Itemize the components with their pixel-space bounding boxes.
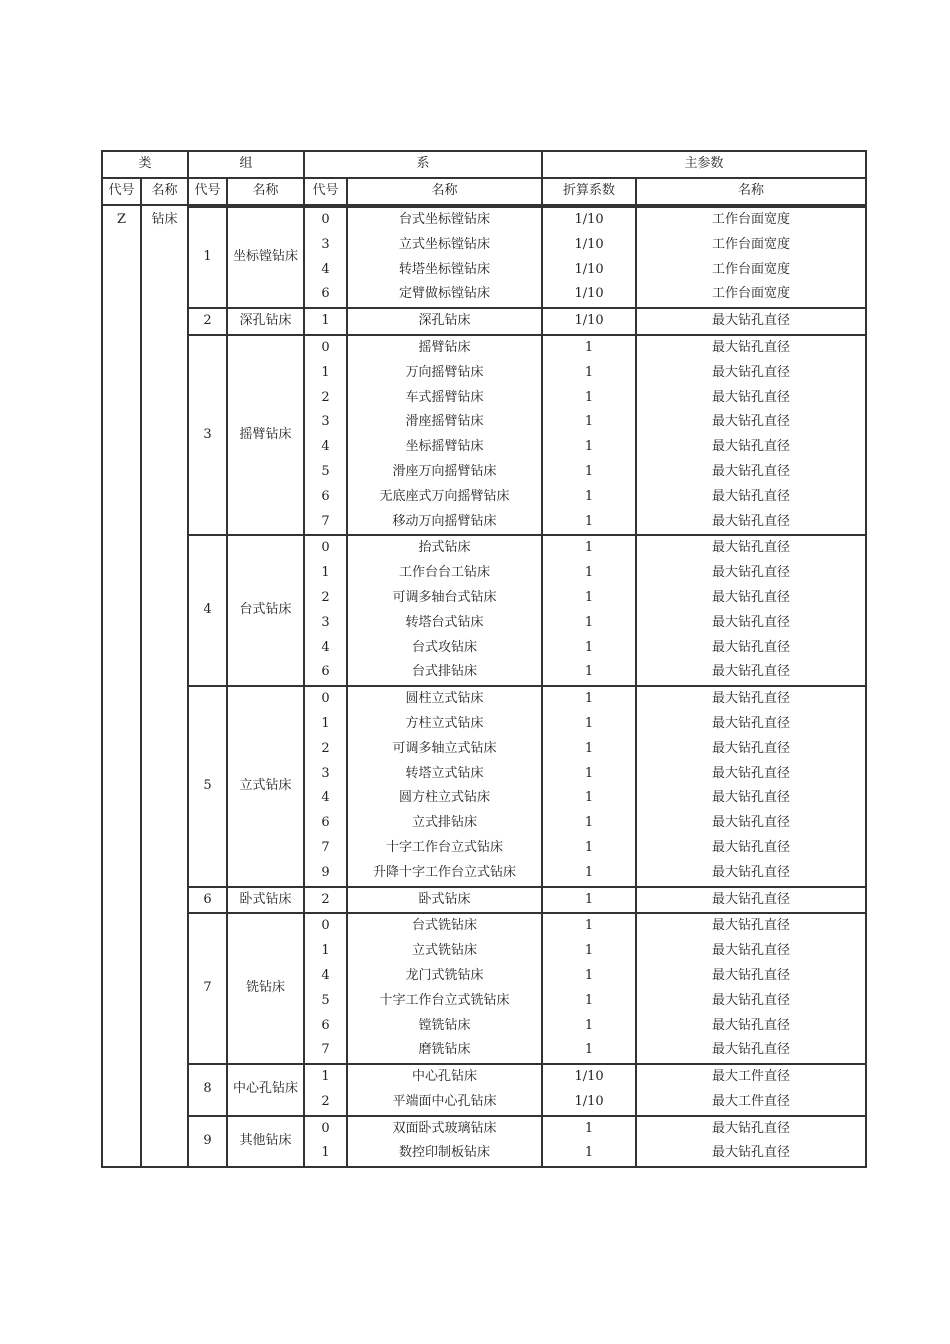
group-name: 深孔钻床 [228, 307, 305, 334]
series-name: 立式排钻床 [412, 815, 478, 831]
series-name: 立式铣钻床 [412, 943, 478, 959]
series-coef-list [543, 1115, 637, 1167]
series-param: 最大钻孔直径 [712, 815, 791, 831]
series-code: 0 [321, 540, 330, 556]
series-code: 6 [321, 815, 330, 831]
series-param: 最大钻孔直径 [712, 765, 791, 781]
series-name: 转塔坐标镗钻床 [399, 261, 491, 277]
series-param: 最大钻孔直径 [712, 790, 791, 806]
series-coef: 1 [584, 891, 594, 907]
series-coef: 1/10 [574, 236, 604, 252]
series-name: 双面卧式玻璃钻床 [392, 1120, 497, 1136]
series-param: 工作台面宽度 [712, 212, 791, 227]
series-name: 无底座式万向摇臂钻床 [379, 488, 510, 504]
series-coef: 1 [584, 715, 594, 731]
series-coef: 1 [584, 790, 594, 806]
series-coef: 1 [584, 488, 594, 504]
series-name: 台式坐标镗钻床 [399, 212, 491, 227]
series-param: 最大钻孔直径 [712, 439, 791, 455]
series-name: 可调多轴台式钻床 [392, 589, 497, 605]
series-name: 可调多轴立式钻床 [392, 740, 497, 756]
series-name: 卧式钻床 [418, 891, 471, 907]
series-coef: 1 [584, 1120, 594, 1136]
series-name: 十字工作台立式铣钻床 [379, 992, 510, 1008]
header-xi-code: 代号 [305, 179, 348, 206]
series-name: 台式排钻床 [412, 664, 478, 680]
group-code: 3 [189, 334, 228, 534]
series-name-list [348, 206, 543, 307]
machine-classification-table-wrapper [101, 150, 863, 1168]
series-name: 数控印制板钻床 [399, 1145, 491, 1161]
series-coef: 1/10 [574, 212, 604, 227]
series-param: 最大钻孔直径 [712, 1145, 791, 1161]
group-code: 5 [189, 685, 228, 885]
series-coef: 1/10 [574, 286, 604, 302]
series-param: 最大钻孔直径 [712, 740, 791, 756]
series-param: 最大钻孔直径 [712, 389, 791, 405]
series-code: 4 [321, 967, 330, 983]
series-coef: 1 [584, 765, 594, 781]
series-code: 7 [321, 513, 330, 529]
series-param: 最大钻孔直径 [712, 513, 791, 529]
series-code: 0 [321, 339, 330, 355]
group-name: 卧式钻床 [228, 886, 305, 913]
series-code: 0 [321, 1120, 330, 1136]
series-param: 最大钻孔直径 [712, 918, 791, 934]
series-coef: 1 [584, 943, 594, 959]
group-code: 2 [189, 307, 228, 334]
series-coef: 1 [584, 740, 594, 756]
group-name: 其他钻床 [228, 1115, 305, 1167]
series-name: 坐标摇臂钻床 [405, 439, 484, 455]
series-code: 3 [321, 236, 330, 252]
series-code: 6 [321, 1017, 330, 1033]
series-coef-list [543, 206, 637, 307]
series-code-list [305, 1063, 348, 1115]
series-coef: 1/10 [574, 1069, 604, 1085]
series-name-list [348, 685, 543, 885]
series-code-list [305, 886, 348, 913]
series-name: 台式铣钻床 [412, 918, 478, 934]
series-name-list [348, 334, 543, 534]
series-code-list [305, 334, 348, 534]
header-main-param: 主参数 [543, 152, 865, 179]
series-name: 工作台台工钻床 [399, 565, 491, 581]
series-coef-list [543, 307, 637, 334]
series-param-list [637, 1115, 865, 1167]
series-coef: 1 [584, 1145, 594, 1161]
series-param: 最大钻孔直径 [712, 864, 791, 880]
series-name: 抬式钻床 [418, 540, 471, 556]
series-name: 平端面中心孔钻床 [392, 1093, 497, 1109]
series-name: 滑座摇臂钻床 [405, 414, 484, 430]
header-lei-code: 代号 [103, 179, 142, 206]
series-code: 2 [321, 389, 330, 405]
series-name: 十字工作台立式钻床 [386, 839, 504, 855]
series-coef: 1 [584, 339, 594, 355]
group-code: 8 [189, 1063, 228, 1115]
series-param: 最大钻孔直径 [712, 1120, 791, 1136]
series-param: 最大工件直径 [712, 1069, 791, 1085]
series-param-list [637, 334, 865, 534]
group-name: 台式钻床 [228, 534, 305, 685]
series-coef: 1 [584, 839, 594, 855]
series-param: 最大钻孔直径 [712, 839, 791, 855]
category-name: 钻床 [142, 206, 189, 1166]
header-lei-name: 名称 [142, 179, 189, 206]
series-param-list [637, 685, 865, 885]
series-code: 0 [321, 691, 330, 707]
series-code: 1 [321, 313, 330, 329]
series-coef: 1/10 [574, 1093, 604, 1109]
table-row [103, 912, 865, 1063]
series-param-list [637, 912, 865, 1063]
series-code: 2 [321, 589, 330, 605]
table-row [103, 1115, 865, 1167]
series-code: 6 [321, 664, 330, 680]
series-code: 9 [321, 864, 330, 880]
series-param-list [637, 886, 865, 913]
table-row [103, 334, 865, 534]
series-param: 最大钻孔直径 [712, 488, 791, 504]
series-name: 中心孔钻床 [412, 1069, 478, 1085]
series-name: 龙门式铣钻床 [405, 967, 484, 983]
group-code: 6 [189, 886, 228, 913]
series-code-list [305, 307, 348, 334]
series-coef: 1 [584, 864, 594, 880]
series-coef: 1 [584, 918, 594, 934]
series-param: 工作台面宽度 [712, 261, 791, 277]
table-row [103, 886, 865, 913]
series-name: 万向摇臂钻床 [405, 364, 484, 380]
series-param: 最大钻孔直径 [712, 614, 791, 630]
table-row [103, 685, 865, 885]
series-coef: 1 [584, 664, 594, 680]
table-row [103, 307, 865, 334]
series-name-list [348, 307, 543, 334]
series-code-list [305, 1115, 348, 1167]
series-param: 最大钻孔直径 [712, 992, 791, 1008]
series-param-list [637, 1063, 865, 1115]
series-coef: 1 [584, 589, 594, 605]
series-coef-list [543, 334, 637, 534]
series-code: 3 [321, 414, 330, 430]
series-code: 6 [321, 488, 330, 504]
series-code: 1 [321, 565, 330, 581]
series-coef: 1 [584, 414, 594, 430]
series-param: 最大钻孔直径 [712, 715, 791, 731]
header-xi-name: 名称 [348, 179, 543, 206]
series-coef: 1/10 [574, 261, 604, 277]
series-param: 工作台面宽度 [712, 286, 791, 302]
table-row [103, 534, 865, 685]
machine-classification-table [101, 150, 867, 1168]
series-param-list [637, 534, 865, 685]
series-name-list [348, 1063, 543, 1115]
series-code: 4 [321, 639, 330, 655]
series-code: 4 [321, 261, 330, 277]
header-lei: 类 [103, 152, 189, 179]
series-name-list [348, 1115, 543, 1167]
series-code: 3 [321, 614, 330, 630]
series-name: 台式攻钻床 [412, 639, 478, 655]
group-name: 铣钻床 [228, 912, 305, 1063]
series-name: 定臂做标镗钻床 [399, 286, 491, 302]
series-code: 5 [321, 992, 330, 1008]
series-param: 最大钻孔直径 [712, 589, 791, 605]
series-coef: 1 [584, 815, 594, 831]
series-name: 磨铣钻床 [418, 1042, 471, 1058]
series-param: 工作台面宽度 [712, 236, 791, 252]
series-code-list [305, 912, 348, 1063]
series-param: 最大钻孔直径 [712, 463, 791, 479]
series-coef: 1 [584, 364, 594, 380]
series-param: 最大钻孔直径 [712, 364, 791, 380]
series-param: 最大钻孔直径 [712, 414, 791, 430]
series-param: 最大钻孔直径 [712, 313, 791, 329]
series-code: 0 [321, 918, 330, 934]
series-name: 圆方柱立式钻床 [399, 790, 491, 806]
series-name-list [348, 534, 543, 685]
group-code: 1 [189, 206, 228, 307]
series-param: 最大钻孔直径 [712, 339, 791, 355]
series-code-list [305, 534, 348, 685]
series-coef-list [543, 912, 637, 1063]
series-coef: 1 [584, 614, 594, 630]
series-coef: 1 [584, 439, 594, 455]
header-coef: 折算系数 [543, 179, 637, 206]
series-code: 1 [321, 943, 330, 959]
series-coef-list [543, 685, 637, 885]
series-code: 0 [321, 212, 330, 227]
series-code: 7 [321, 839, 330, 855]
series-coef: 1/10 [574, 313, 604, 329]
series-code: 7 [321, 1042, 330, 1058]
series-coef-list [543, 534, 637, 685]
series-code-list [305, 206, 348, 307]
series-param: 最大钻孔直径 [712, 540, 791, 556]
series-coef: 1 [584, 463, 594, 479]
series-param: 最大钻孔直径 [712, 691, 791, 707]
series-coef-list [543, 886, 637, 913]
series-code: 1 [321, 364, 330, 380]
series-code: 6 [321, 286, 330, 302]
table-row [103, 1063, 865, 1115]
group-name: 中心孔钻床 [228, 1063, 305, 1115]
series-name: 转塔台式钻床 [405, 614, 484, 630]
series-param-list [637, 206, 865, 307]
series-coef: 1 [584, 565, 594, 581]
series-code: 1 [321, 1069, 330, 1085]
series-name: 深孔钻床 [418, 313, 471, 329]
series-coef: 1 [584, 967, 594, 983]
table-row [103, 206, 865, 307]
group-name: 坐标镗钻床 [228, 206, 305, 307]
series-name: 立式坐标镗钻床 [399, 236, 491, 252]
series-code: 5 [321, 463, 330, 479]
series-name: 镗铣钻床 [418, 1017, 471, 1033]
series-coef: 1 [584, 1017, 594, 1033]
series-code-list [305, 685, 348, 885]
header-zu-code: 代号 [189, 179, 228, 206]
series-name: 升降十字工作台立式钻床 [373, 864, 517, 880]
series-code: 2 [321, 740, 330, 756]
series-name: 车式摇臂钻床 [405, 389, 484, 405]
header-param-name: 名称 [637, 179, 865, 206]
group-code: 4 [189, 534, 228, 685]
series-code: 3 [321, 765, 330, 781]
series-coef: 1 [584, 691, 594, 707]
series-coef: 1 [584, 513, 594, 529]
series-coef: 1 [584, 389, 594, 405]
series-coef: 1 [584, 639, 594, 655]
series-name-list [348, 886, 543, 913]
series-param: 最大钻孔直径 [712, 1042, 791, 1058]
series-name: 圆柱立式钻床 [405, 691, 484, 707]
group-name: 立式钻床 [228, 685, 305, 885]
series-name-list [348, 912, 543, 1063]
series-code: 2 [321, 891, 330, 907]
group-name: 摇臂钻床 [228, 334, 305, 534]
series-coef-list [543, 1063, 637, 1115]
series-code: 2 [321, 1093, 330, 1109]
series-param: 最大钻孔直径 [712, 891, 791, 907]
header-zu-name: 名称 [228, 179, 305, 206]
series-param: 最大钻孔直径 [712, 639, 791, 655]
series-param: 最大钻孔直径 [712, 943, 791, 959]
series-code: 4 [321, 439, 330, 455]
series-name: 滑座万向摇臂钻床 [392, 463, 497, 479]
series-param: 最大工件直径 [712, 1093, 791, 1109]
series-name: 摇臂钻床 [418, 339, 471, 355]
header-zu: 组 [189, 152, 305, 179]
series-param: 最大钻孔直径 [712, 967, 791, 983]
group-code: 7 [189, 912, 228, 1063]
category-code: Z [103, 206, 142, 1166]
series-coef: 1 [584, 540, 594, 556]
series-param-list [637, 307, 865, 334]
series-param: 最大钻孔直径 [712, 664, 791, 680]
series-code: 4 [321, 790, 330, 806]
header-row-sub [103, 179, 865, 206]
series-code: 1 [321, 1145, 330, 1161]
header-xi: 系 [305, 152, 543, 179]
series-code: 1 [321, 715, 330, 731]
header-row-top [103, 152, 865, 179]
series-param: 最大钻孔直径 [712, 565, 791, 581]
series-name: 方柱立式钻床 [405, 715, 484, 731]
group-code: 9 [189, 1115, 228, 1167]
series-name: 移动万向摇臂钻床 [392, 513, 497, 529]
series-coef: 1 [584, 992, 594, 1008]
series-coef: 1 [584, 1042, 594, 1058]
series-name: 转塔立式钻床 [405, 765, 484, 781]
table-body [103, 206, 865, 1166]
series-param: 最大钻孔直径 [712, 1017, 791, 1033]
